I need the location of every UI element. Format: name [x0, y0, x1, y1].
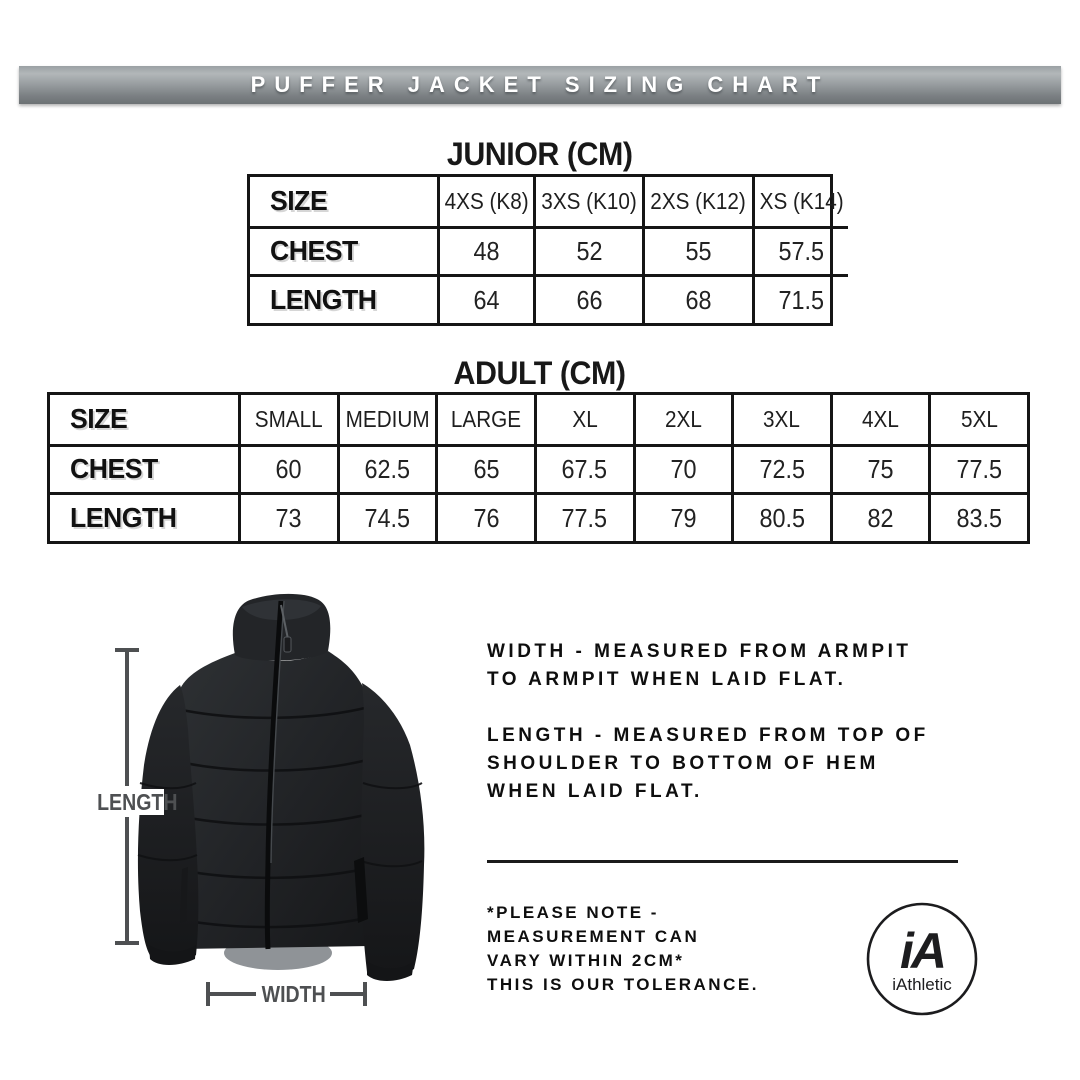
- banner-title: PUFFER JACKET SIZING CHART: [250, 72, 830, 97]
- table-value-cell: 74.5: [337, 492, 436, 541]
- table-value-cell: 62.5: [337, 444, 436, 493]
- table-header-cell: XL: [534, 395, 633, 444]
- note-line: LENGTH - MEASURED FROM TOP OF: [487, 725, 929, 746]
- width-line-left: [210, 992, 258, 996]
- table-row-label: LENGTH: [250, 274, 437, 323]
- length-line-top: [125, 652, 129, 786]
- table-value-cell: 83.5: [928, 492, 1027, 541]
- width-note: [487, 638, 912, 694]
- table-header-cell: LARGE: [435, 395, 534, 444]
- table-row-label: CHEST: [50, 444, 238, 493]
- table-header-cell: 4XL: [830, 395, 929, 444]
- table-header-cell: SIZE: [270, 185, 328, 217]
- table-value-cell: 70: [633, 444, 732, 493]
- table-value-cell: 52: [533, 226, 642, 275]
- width-label: WIDTH: [256, 981, 332, 1007]
- table-value-cell: 67.5: [534, 444, 633, 493]
- table-row-label: LENGTH: [50, 492, 238, 541]
- table-value-cell: 77.5: [928, 444, 1027, 493]
- table-value-cell: 75: [830, 444, 929, 493]
- width-right-cap: [363, 982, 367, 1006]
- table-value-cell: 68: [642, 274, 751, 323]
- table-value-cell: 48: [437, 226, 533, 275]
- table-value-cell: 76: [435, 492, 534, 541]
- table-header-cell: 2XS (K12): [642, 177, 751, 226]
- table-value-cell: 66: [533, 274, 642, 323]
- logo-mark: iA: [900, 923, 944, 979]
- table-value-cell: 71.5: [752, 274, 848, 323]
- jacket-right-sleeve: [361, 683, 424, 977]
- table-header-cell: 5XL: [928, 395, 1027, 444]
- note-line: MEASUREMENT CAN: [487, 927, 700, 946]
- divider-line: [487, 860, 958, 863]
- zipper-pull: [284, 637, 291, 652]
- junior-size-table: [247, 174, 844, 326]
- length-bottom-cap: [115, 941, 139, 945]
- top-banner: [19, 66, 1061, 104]
- length-note: [487, 722, 929, 806]
- note-line: SHOULDER TO BOTTOM OF HEM: [487, 753, 879, 774]
- table-header-cell: MEDIUM: [337, 395, 436, 444]
- tolerance-note: [487, 901, 759, 997]
- table-header-cell: XS (K14): [752, 177, 848, 226]
- table-header-cell: SMALL: [238, 395, 337, 444]
- table-header-cell: 4XS (K8): [437, 177, 533, 226]
- note-line: WIDTH - MEASURED FROM ARMPIT: [487, 641, 912, 662]
- length-label: LENGTH: [90, 789, 164, 815]
- table-header-cell: SIZE: [70, 403, 128, 435]
- table-value-cell: 65: [435, 444, 534, 493]
- junior-heading: JUNIOR (CM): [447, 136, 633, 172]
- note-line: WHEN LAID FLAT.: [487, 781, 703, 802]
- table-value-cell: 77.5: [534, 492, 633, 541]
- table-header-cell: 3XL: [731, 395, 830, 444]
- table-value-cell: 80.5: [731, 492, 830, 541]
- table-value-cell: 60: [238, 444, 337, 493]
- note-line: *PLEASE NOTE -: [487, 903, 659, 922]
- table-header-cell: 3XS (K10): [533, 177, 642, 226]
- adult-heading: ADULT (CM): [454, 355, 626, 391]
- width-line-right: [330, 992, 363, 996]
- table-value-cell: 64: [437, 274, 533, 323]
- adult-size-table: [47, 392, 1030, 544]
- note-line: THIS IS OUR TOLERANCE.: [487, 975, 759, 994]
- logo-name: iAthletic: [892, 975, 952, 994]
- table-value-cell: 73: [238, 492, 337, 541]
- brand-logo: [863, 901, 981, 1019]
- table-value-cell: 57.5: [752, 226, 848, 275]
- note-line: TO ARMPIT WHEN LAID FLAT.: [487, 669, 847, 690]
- table-value-cell: 79: [633, 492, 732, 541]
- table-header-cell: 2XL: [633, 395, 732, 444]
- table-row-label: CHEST: [250, 226, 437, 275]
- table-value-cell: 55: [642, 226, 751, 275]
- table-value-cell: 72.5: [731, 444, 830, 493]
- length-line-bottom: [125, 817, 129, 941]
- note-line: VARY WITHIN 2CM*: [487, 951, 685, 970]
- table-value-cell: 82: [830, 492, 929, 541]
